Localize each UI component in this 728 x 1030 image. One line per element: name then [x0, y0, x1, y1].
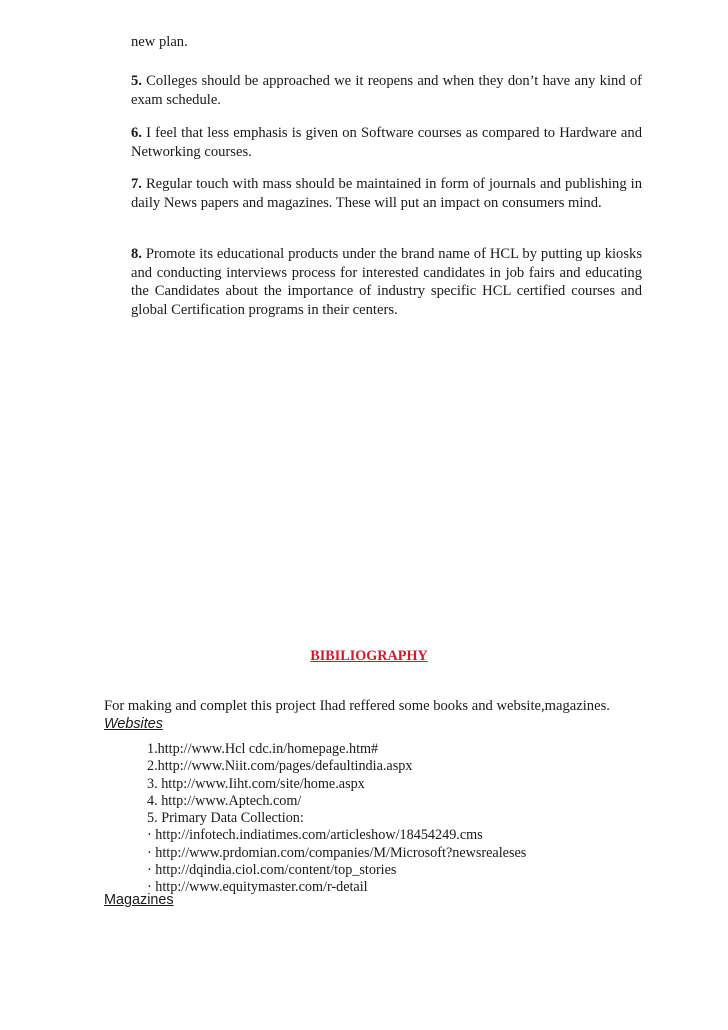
- website-list: [147, 741, 526, 897]
- recommendation-item-6: [131, 124, 642, 161]
- recommendation-number: 7.: [131, 176, 142, 192]
- website-link[interactable]: · http://www.equitymaster.com/r-detail: [147, 879, 368, 896]
- recommendation-item-7: [131, 175, 642, 212]
- website-link[interactable]: · http://dqindia.ciol.com/content/top_stories: [147, 862, 397, 879]
- recommendation-item-5: [131, 72, 642, 109]
- recommendation-text: Colleges should be approached we it reopens and when they don’t have any kind of exam schedule.: [131, 73, 642, 108]
- recommendation-number: 8.: [131, 246, 142, 262]
- recommendation-number: 5.: [131, 73, 142, 89]
- bibliography-title: BIBILIOGRAPHY: [310, 648, 428, 664]
- recommendation-text: Promote its educational products under the brand name of HCL by putting up kiosks and conducting interviews process for interested candidates in job fairs and educating the Candidates about the importance of industry specific HCL certified courses and global Certification programs in their centers.: [131, 246, 642, 318]
- recommendation-text: I feel that less emphasis is given on Software courses as compared to Hardware and Networking courses.: [131, 125, 642, 160]
- website-link[interactable]: 3. http://www.Iiht.com/site/home.aspx: [147, 775, 365, 792]
- list-item: 5. Primary Data Collection:: [147, 810, 304, 827]
- websites-heading: Websites: [104, 716, 163, 732]
- website-link[interactable]: · http://infotech.indiatimes.com/articleshow/18454249.cms: [147, 827, 483, 844]
- bibliography-intro: For making and complet this project Ihad reffered some books and website,magazines.: [104, 698, 610, 714]
- website-link[interactable]: 2.http://www.Niit.com/pages/defaultindia.aspx: [147, 758, 413, 775]
- recommendation-continuation: new plan.: [131, 34, 188, 50]
- recommendation-number: 6.: [131, 125, 142, 141]
- website-link[interactable]: 1.http://www.Hcl cdc.in/homepage.htm#: [147, 741, 379, 757]
- recommendation-item-8: [131, 245, 642, 319]
- website-link[interactable]: · http://www.prdomian.com/companies/M/Microsoft?newsrealeses: [147, 844, 527, 861]
- website-link[interactable]: 4. http://www.Aptech.com/: [147, 792, 302, 809]
- magazines-heading: Magazines: [104, 892, 174, 908]
- recommendation-text: Regular touch with mass should be maintained in form of journals and publishing in daily News papers and magazines. These will put an impact on consumers mind.: [131, 176, 642, 211]
